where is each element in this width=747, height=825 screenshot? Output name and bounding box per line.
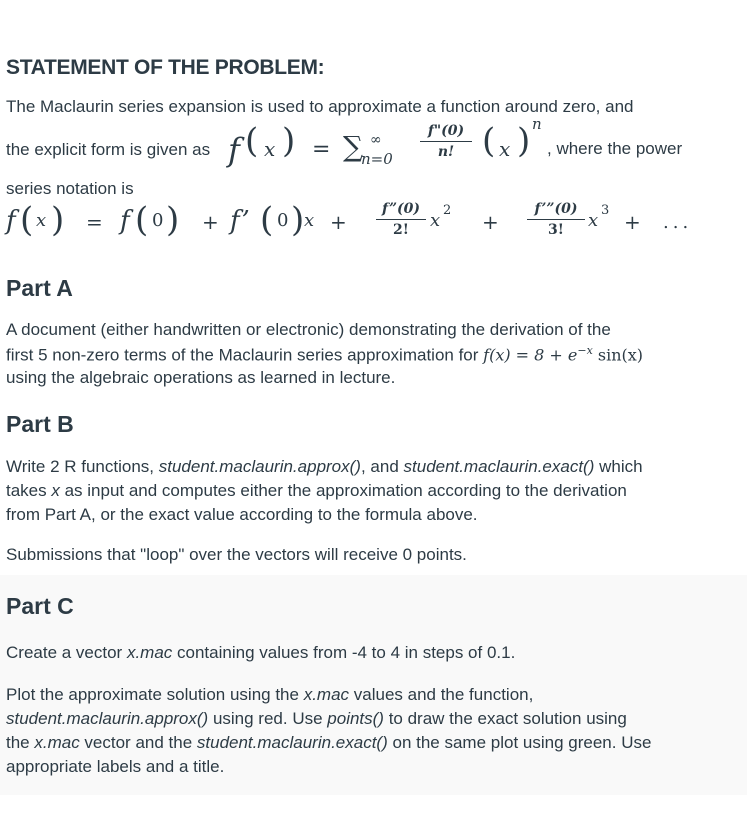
part-c-line-3: student.maclaurin.approx() using red. Use points() to draw the exact solution using xyxy=(6,709,627,728)
part-c-line-5: appropriate labels and a title. xyxy=(6,757,225,776)
part-b-heading: Part B xyxy=(6,411,74,437)
intro-line-2-suffix: , where the power xyxy=(547,139,683,158)
intro-line-2-prefix: the explicit form is given as xyxy=(6,140,211,159)
part-c-line-1: Create a vector x.mac containing values from -4 to 4 in steps of 0.1. xyxy=(6,643,516,662)
formula-fraction: f"(0) n! xyxy=(420,124,472,159)
problem-page: STATEMENT OF THE PROBLEM: The Maclaurin series expansion is used to approximate a function around zero, and the explicit form is given as f ( x ) = ∑ ∞ n=0 f"(0) n! ( x ) n , where the power series notation is f ( x ) = f ( 0 ) + f’ ( 0 ) x + f”(0) 2! x 2 + f’”(0) 3! x 3 + ... Part A A document (either handwritten or electronic) demonstrating the derivation of the first 5 non-zero terms of the Maclaurin series approximation for $f(x) = 8 + e^{-x}$ sin(x) using the algebraic operations as learned in lecture. Part B Write 2 R functions, student.maclaurin.approx(), and student.maclaurin.exact() which takes x as input and computes either the approximation according to the derivation from Part A, or the exact value according to the formula above. Submissions that "loop" over the vectors will receive 0 points. Part C Create a vector x.mac containing values from -4 to 4 in steps of 0.1. Plot the approximate solution using the x.mac values and the function, student.maclaurin.approx() using red. Use points() to draw the exact solution using the x.mac vector and the student.maclaurin.exact() on the same plot using green. Use appropriate labels and a title. xyxy=(0,0,747,825)
intro-line-3: series notation is xyxy=(6,179,134,198)
part-b-line-1: Write 2 R functions, student.maclaurin.approx(), and student.maclaurin.exact() which xyxy=(6,457,643,476)
part-a-line-2: first 5 non-zero terms of the Maclaurin series approximation for $f(x) = 8 + e^{-x}$ sin(x) xyxy=(6,344,644,365)
part-a-line-3: using the algebraic operations as learned in lecture. xyxy=(6,368,396,387)
second-order-fraction: f”(0) 2! xyxy=(376,202,426,237)
part-b-line-3: from Part A, or the exact value according to the formula above. xyxy=(6,505,478,524)
part-c-heading: Part C xyxy=(6,593,74,619)
part-a-line-1: A document (either handwritten or electronic) demonstrating the derivation of the xyxy=(6,320,611,339)
page-title: STATEMENT OF THE PROBLEM: xyxy=(6,56,325,79)
part-b-line-2: takes x as input and computes either the approximation according to the derivation xyxy=(6,481,627,500)
part-b-line-4: Submissions that "loop" over the vectors will receive 0 points. xyxy=(6,545,467,564)
part-a-heading: Part A xyxy=(6,275,73,301)
footer-area xyxy=(0,795,747,825)
third-order-fraction: f’”(0) 3! xyxy=(527,202,585,237)
part-c-line-2: Plot the approximate solution using the x.mac values and the function, xyxy=(6,685,534,704)
intro-line-1: The Maclaurin series expansion is used to approximate a function around zero, and xyxy=(6,97,634,116)
part-c-line-4: the x.mac vector and the student.maclaurin.exact() on the same plot using green. Use xyxy=(6,733,652,752)
